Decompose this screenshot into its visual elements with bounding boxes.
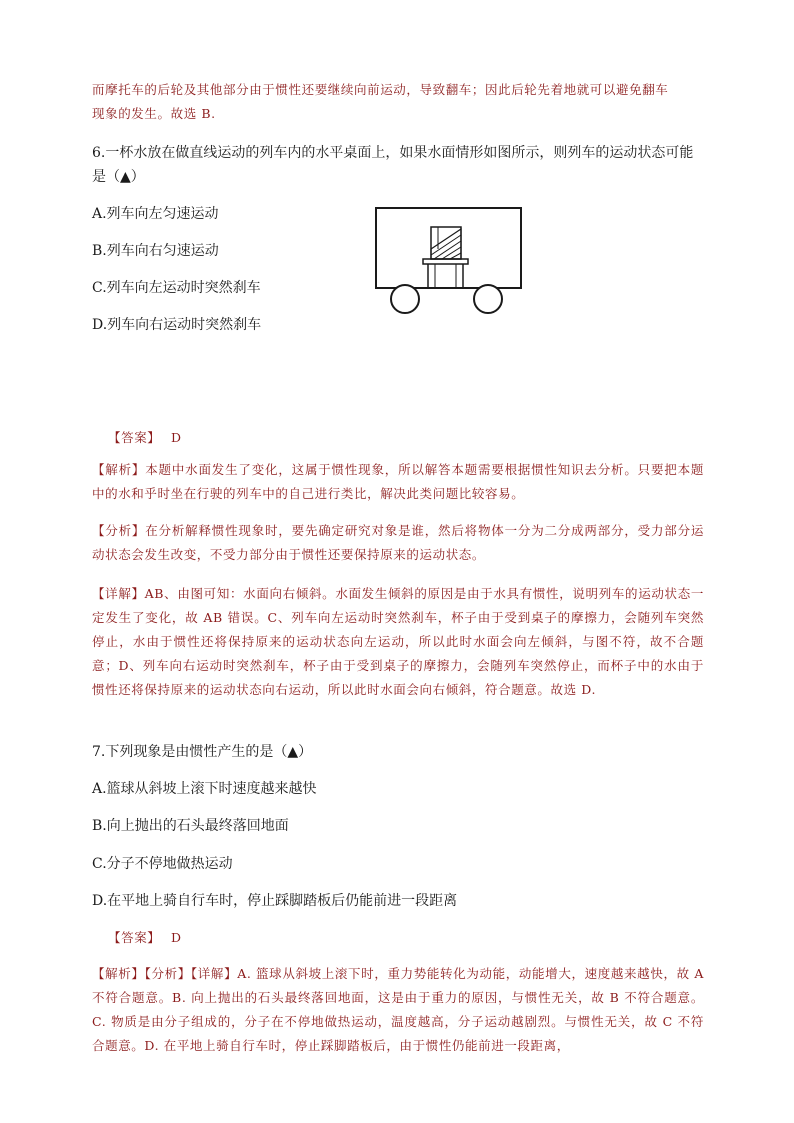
q7-option-b: B.向上抛出的石头最终落回地面: [92, 818, 289, 834]
intro-line-1: 而摩托车的后轮及其他部分由于惯性还要继续向前运动，导致翻车；因此后轮先着地就可以避免翻车: [92, 82, 669, 97]
q7-answer: [108, 928, 182, 946]
q7-stem: 7.下列现象是由惯性产生的是（▲）: [92, 744, 313, 760]
q7-option-a: A.篮球从斜坡上滚下时速度越来越快: [92, 781, 317, 797]
q6-option-c: C.列车向左运动时突然刹车: [92, 280, 261, 296]
q6-answer-label: 【答案】: [108, 430, 161, 445]
q6-stem-line-2: 是（▲）: [92, 169, 145, 185]
q7-answer-label: 【答案】: [108, 930, 161, 945]
q6-answer: [108, 428, 182, 446]
wheel-right: [474, 285, 502, 313]
wheel-left: [391, 285, 419, 313]
intro-line-2: 现象的发生。故选 B.: [92, 106, 216, 121]
q6-analysis: 【解析】本题中水面发生了变化，这属于惯性现象，所以解答本题需要根据惯性知识去分析。只要把本题中的水和乎时坐在行驶的列车中的自己进行类比，解决此类问题比较容易。: [92, 462, 704, 501]
q6-option-d: D.列车向右运动时突然刹车: [92, 317, 262, 333]
q7-option-d: D.在平地上骑自行车时，停止踩脚踏板后仍能前进一段距离: [92, 893, 458, 909]
q6-option-b: B.列车向右匀速运动: [92, 243, 219, 259]
q6-option-a: A.列车向左匀速运动: [92, 206, 219, 222]
q7-analysis: 【解析】【分析】【详解】A. 篮球从斜坡上滚下时，重力势能转化为动能，动能增大，速度越来越快，故 A 不符合题意。B. 向上抛出的石头最终落回地面，这是由于重力的原因，与惯性无关，故 B 不符合题意。C. 物质是由分子组成的，分子在不停地做热运动，温度越高，分子运动越剧烈。与惯性无关，故 C 不符合题意。D. 在平地上骑自行车时，停止踩脚踏板后，由于惯性仍能前进一段距离，: [92, 966, 704, 1053]
train-figure: [368, 205, 528, 315]
q7-option-c: C.分子不停地做热运动: [92, 856, 233, 872]
q6-answer-value: D: [170, 430, 182, 445]
train-car-body: [376, 208, 521, 288]
q7-answer-value: D: [170, 930, 182, 945]
q6-detail: 【详解】AB、由图可知：水面向右倾斜。水面发生倾斜的原因是由于水具有惯性，说明列车的运动状态一定发生了变化，故 AB 错误。C、列车向左运动时突然刹车，杯子由于受到桌子的摩擦力，会随列车突然停止，水由于惯性还将保持原来的运动状态向左运动，所以此时水面会向左倾斜，与图不符，故不合题意；D、列车向右运动时突然刹车，杯子由于受到桌子的摩擦力，会随列车突然停止，而杯子中的水由于惯性还将保持原来的运动状态向右运动，所以此时水面会向右倾斜，符合题意。故选 D.: [92, 586, 704, 697]
q6-fenxi: 【分析】在分析解释惯性现象时，要先确定研究对象是谁，然后将物体一分为二分成两部分，受力部分运动状态会发生改变，不受力部分由于惯性还要保持原来的运动状态。: [92, 523, 704, 562]
q6-stem-line-1: 6.一杯水放在做直线运动的列车内的水平桌面上，如果水面情形如图所示，则列车的运动状态可能: [92, 145, 694, 161]
